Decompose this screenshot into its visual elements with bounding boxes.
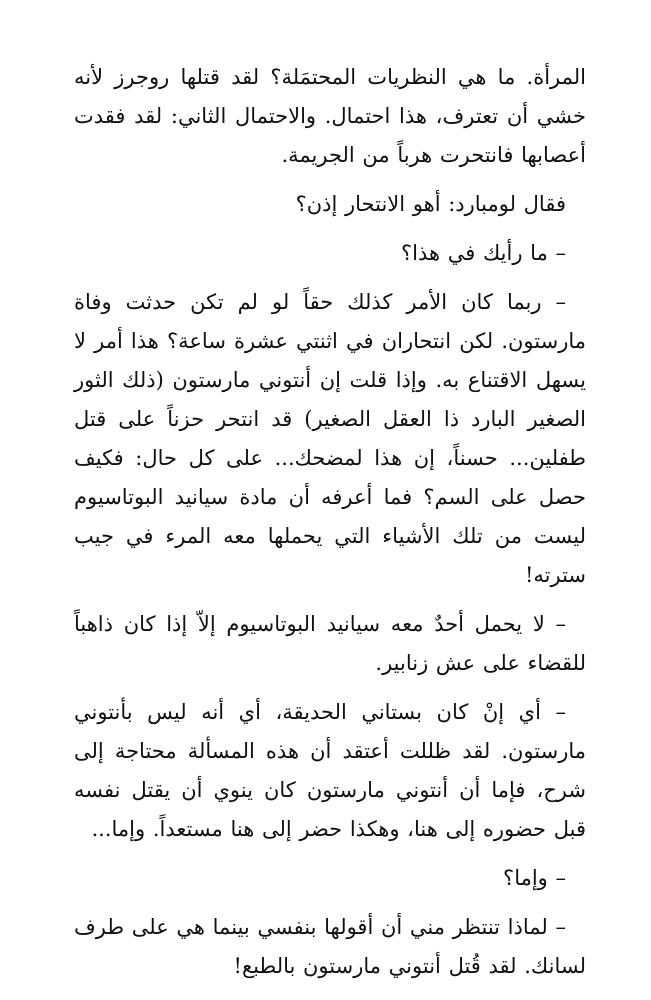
paragraph-4: – ربما كان الأمر كذلك حقاً لو لم تكن حدثت وفاة مارستون. لكن انتحاران في اثنتي عشرة ساعة؟ هذا أمر لا يسهل الاقتناع به. وإذا قلت إن أنتوني مارستون (ذلك الثور الصغير البارد ذا العقل الصغير) قد انتحر حزناً على قتل طفلين... حسناً، إن هذا لمضحك... على كل حال: فكيف حصل على السم؟ فما أعرفه أن مادة سيانيد البوتاسيوم ليست من تلك الأشياء التي يحملها معه المرء في جيب سترته! bbox=[74, 290, 586, 587]
paragraph-8: – لماذا تنتظر مني أن أقولها بنفسي بينما هي على طرف لسانك. لقد قُتل أنتوني مارستون بالطبع! bbox=[74, 915, 586, 978]
paragraph-2: فقال لومبارد: أهو الانتحار إذن؟ bbox=[295, 192, 566, 216]
paragraph-3: – ما رأيك في هذا؟ bbox=[401, 241, 566, 265]
paragraph-7: – وإما؟ bbox=[503, 866, 566, 890]
book-page bbox=[74, 58, 586, 996]
paragraph-1: المرأة. ما هي النظريات المحتمَلة؟ لقد قتلها روجرز لأنه خشي أن تعترف، هذا احتمال. والاحتمال الثاني: لقد فقدت أعصابها فانتحرت هرباً من الجريمة. bbox=[74, 65, 586, 167]
paragraph-6: – أي إنْ كان بستاني الحديقة، أي أنه ليس بأنتوني مارستون. لقد ظللت أعتقد أن هذه المسألة محتاجة إلى شرح، فإما أن أنتوني مارستون كان ينوي أن يقتل نفسه قبل حضوره إلى هنا، وهكذا حضر إلى هنا مستعداً. وإما... bbox=[74, 700, 586, 841]
paragraph-5: – لا يحمل أحدٌ معه سيانيد البوتاسيوم إلاّ إذا كان ذاهباً للقضاء على عش زنابير. bbox=[74, 612, 586, 675]
